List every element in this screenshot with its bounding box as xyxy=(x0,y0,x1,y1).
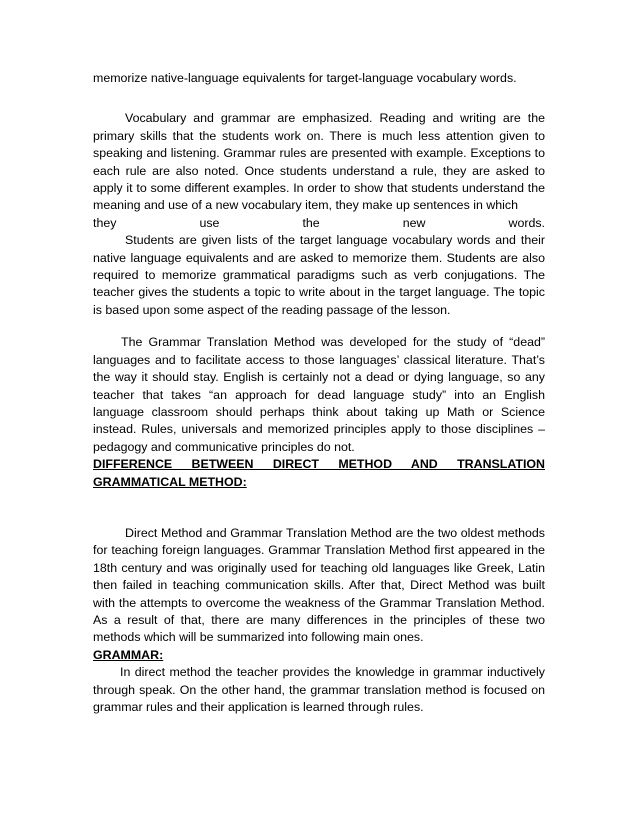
heading-difference: DIFFERENCE BETWEEN DIRECT METHOD AND TRANSLATION GRAMMATICAL METHOD: xyxy=(93,457,545,489)
paragraph-vocabulary-grammar: Vocabulary and grammar are emphasized. Reading and writing are the primary skills that the students work on. There is much less attention given to speaking and listening. Grammar rules are presented with example. Exceptions to each rule are also noted. Once students understand a rule, they are asked to apply it to some different examples. In order to show that students understand the meaning and use of a new vocabulary item, they make up sentences in which xyxy=(93,111,545,213)
paragraph-continuation: memorize native-language equivalents for target-language vocabulary words. xyxy=(93,71,517,85)
paragraph-two-oldest-methods: Direct Method and Grammar Translation Method are the two oldest methods for teaching foreign languages. Grammar Translation Method first appeared in the 18th century and was originally used for teaching old languages like Greek, Latin then failed in teaching communication skills. After that, Direct Method was built with the attempts to overcome the weakness of the Grammar Translation Method. As a result of that, there are many differences in the principles of these two methods which will be summarized into following main ones. xyxy=(93,525,545,645)
paragraph-grammar-translation-method: The Grammar Translation Method was developed for the study of “dead” languages and to facilitate access to those languages’ classical literature. That’s the way it should stay. English is certainly not a dead or dying language, so any teacher that takes “an approach for dead language study” into an English language classroom should perhaps think about taking up Math or Science instead. Rules, universals and memorized principles apply to those disciplines – pedagogy and communicative principles do not. xyxy=(93,335,545,454)
word-use: use xyxy=(199,215,220,230)
document-page xyxy=(93,70,545,716)
heading-grammar: GRAMMAR: xyxy=(93,647,164,662)
paragraph-grammar: In direct method the teacher provides the knowledge in grammar inductively through speak. On the other hand, the grammar translation method is focused on grammar rules and their application is learned through rules. xyxy=(93,665,545,714)
word-they: they xyxy=(93,215,117,230)
word-the: the xyxy=(302,215,320,230)
word-new: new xyxy=(402,215,426,230)
paragraph-vocabulary-grammar-last-line xyxy=(93,215,545,232)
paragraph-students-lists: Students are given lists of the target language vocabulary words and their native language equivalents and are asked to memorize them. Students are also required to memorize grammatical paradigms such as verb conjugations. The teacher gives the students a topic to write about in the target language. The topic is based upon some aspect of the reading passage of the lesson. xyxy=(93,233,545,317)
word-words: words. xyxy=(508,215,545,230)
